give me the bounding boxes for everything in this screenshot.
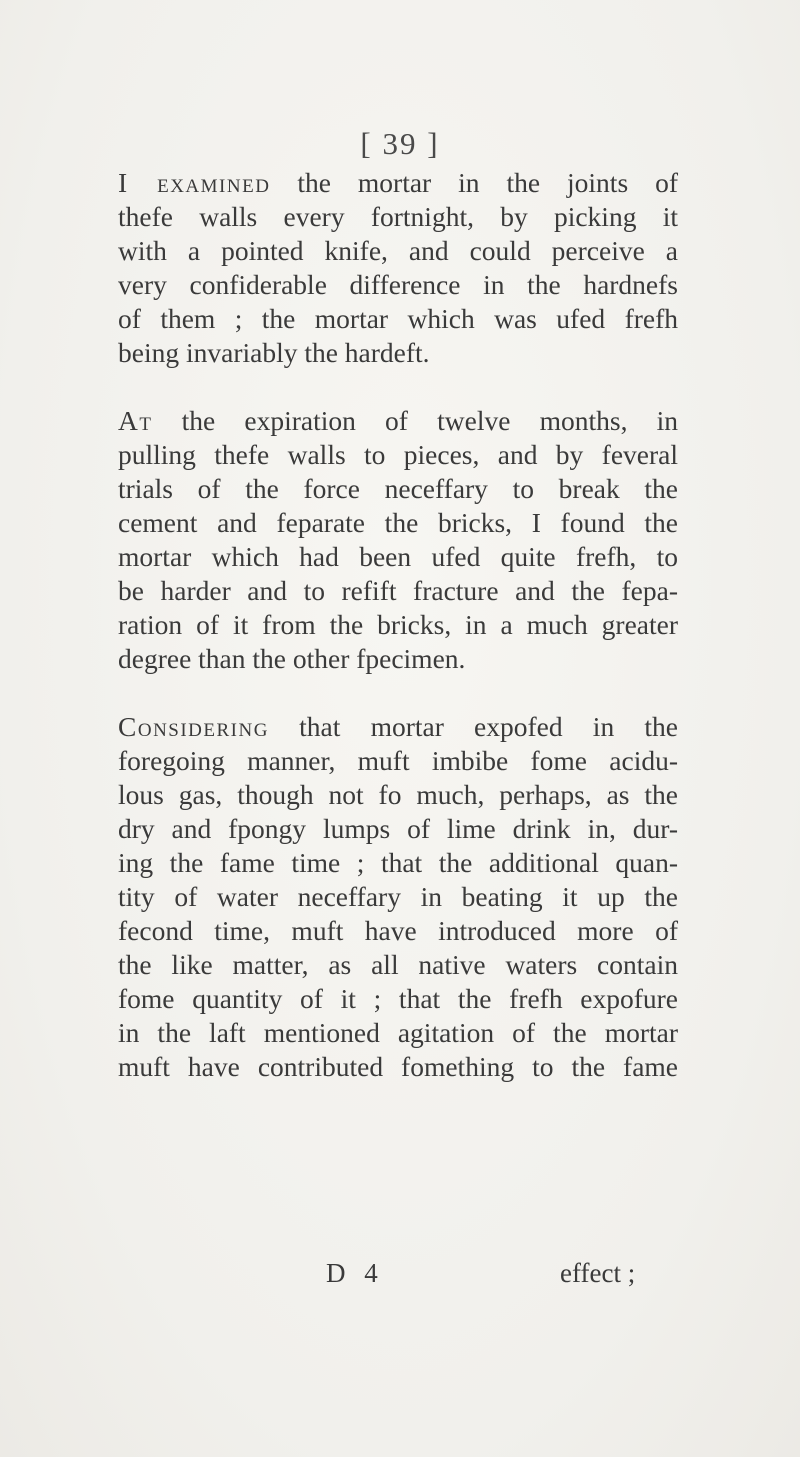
- text-line: very confiderable difference in the hardnefs: [118, 269, 678, 300]
- paragraph-lead: I examined: [118, 167, 271, 198]
- text-line: tity of water neceffary in beating it up the: [118, 881, 678, 912]
- text-line: dry and fpongy lumps of lime drink in, dur-: [118, 813, 678, 844]
- text-line: At the expiration of twelve months, in: [118, 405, 678, 436]
- text-line: pulling thefe walls to pieces, and by feveral: [118, 439, 678, 470]
- signature-mark: D 4: [326, 1258, 384, 1288]
- text-line: Considering that mortar expofed in the: [118, 711, 678, 742]
- text-line: fome quantity of it ; that the frefh expofure: [118, 983, 678, 1014]
- text-line: the like matter, as all native waters contain: [118, 949, 678, 980]
- text-line: being invariably the hardeft.: [118, 337, 430, 368]
- text-line: be harder and to refift fracture and the fepa-: [118, 575, 678, 606]
- text-line: in the laft mentioned agitation of the mortar: [118, 1017, 678, 1048]
- text-line: ration of it from the bricks, in a much greater: [118, 609, 678, 640]
- paragraph-lead: At: [118, 405, 153, 436]
- body-text: [118, 166, 678, 1084]
- paragraph-lead: Considering: [118, 711, 269, 742]
- text-line: trials of the force neceffary to break the: [118, 473, 678, 504]
- text-line: thefe walls every fortnight, by picking it: [118, 201, 678, 232]
- text-line: with a pointed knife, and could perceive a: [118, 235, 678, 266]
- catchword: effect ;: [560, 1258, 636, 1288]
- text-line: degree than the other fpecimen.: [118, 643, 466, 674]
- text-line: of them ; the mortar which was ufed frefh: [118, 303, 678, 334]
- text-line: mortar which had been ufed quite frefh, to: [118, 541, 678, 572]
- text-line: cement and feparate the bricks, I found the: [118, 507, 678, 538]
- page-footer: [0, 1258, 800, 1292]
- paragraph-2: [118, 404, 678, 676]
- text-line: muft have contributed fomething to the fame: [118, 1051, 678, 1082]
- text-line: fecond time, muft have introduced more of: [118, 915, 678, 946]
- text-line: ing the fame time ; that the additional quan-: [118, 847, 678, 878]
- paragraph-1: [118, 166, 678, 370]
- page-number: [ 39 ]: [360, 126, 440, 161]
- text-line: lous gas, though not fo much, perhaps, as the: [118, 779, 678, 810]
- paragraph-3: [118, 710, 678, 1084]
- text-line: foregoing manner, muft imbibe fome acidu-: [118, 745, 678, 776]
- text-line: I examined the mortar in the joints of: [118, 167, 678, 198]
